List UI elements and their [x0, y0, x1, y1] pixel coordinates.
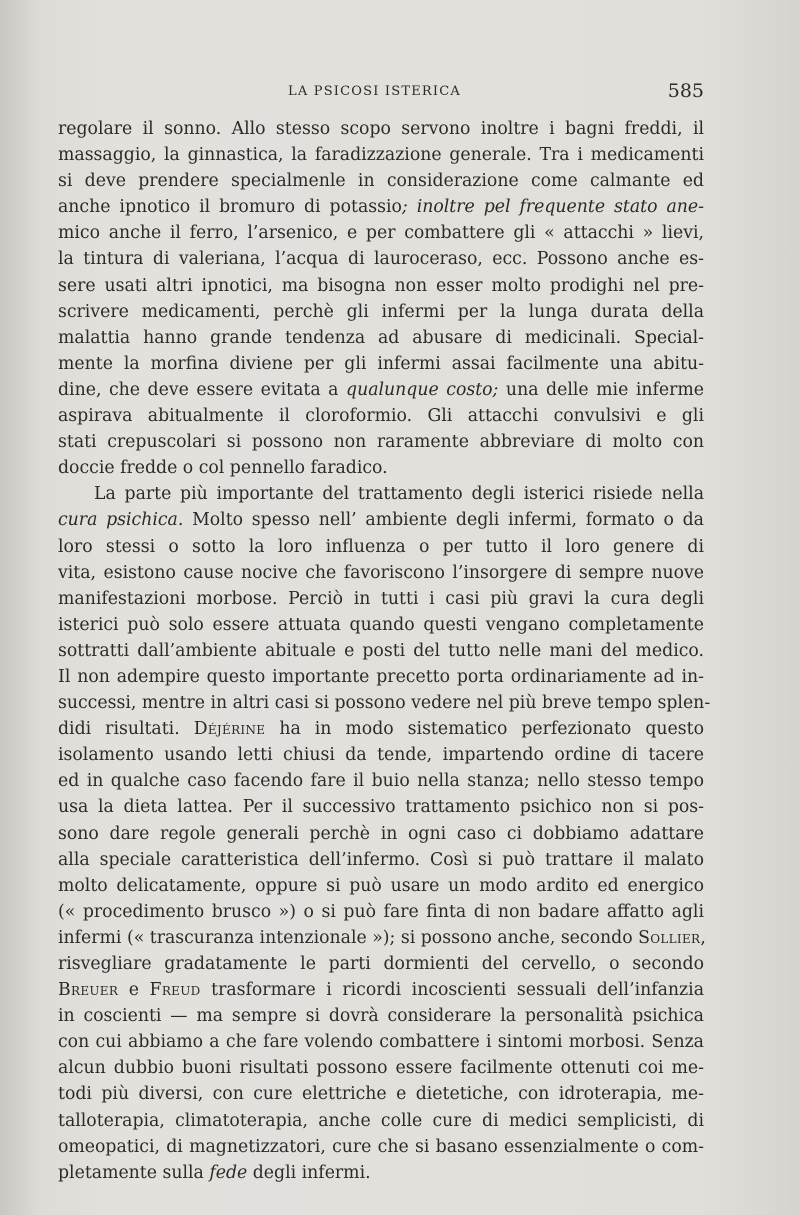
text-run: una delle mie inferme: [498, 379, 704, 400]
text-line: (« procedimento brusco ») o si può fare finta di non badare affatto agli: [58, 901, 704, 922]
text-run: ; inoltre pel frequente stato ane-: [401, 197, 704, 218]
text-line: stati crepuscolari si possono non raramente abbreviare di molto con: [58, 432, 704, 453]
text-run: pletamente sulla: [58, 1162, 210, 1183]
text-line: molto delicatamente, oppure si può usare un modo ardito ed energico: [58, 875, 704, 896]
text-line: alcun dubbio buoni risultati possono essere facilmente ottenuti coi me-: [58, 1058, 704, 1079]
text-run: dine, che deve essere evitata a: [58, 379, 347, 400]
text-line: successi, mentre in altri casi si possono vedere nel più breve tempo splen-: [58, 693, 711, 714]
text-line: sono dare regole generali perchè in ogni caso ci dobbiamo adattare: [58, 823, 704, 844]
text-line: doccie fredde o col pennello faradico.: [58, 458, 388, 479]
text-line: loro stessi o sotto la loro influenza o per tutto il loro genere di: [58, 536, 704, 557]
text-line: manifestazioni morbose. Perciò in tutti i casi più gravi la cura degli: [58, 588, 704, 609]
emphasis-text: fede: [209, 1162, 248, 1183]
text-run: e: [118, 980, 150, 1001]
emphasis-text: cura psichica.: [58, 510, 184, 531]
text-run: trasformare i ricordi incoscienti sessuali dell’infanzia: [200, 980, 704, 1001]
text-run: Molto spesso nell’ ambiente degli infermi, formato o da: [183, 510, 704, 531]
body-text: [58, 116, 711, 1186]
text-line: malattia hanno grande tendenza ad abusare di medicinali. Special-: [58, 327, 704, 348]
text-line: in coscienti — ma sempre si dovrà considerare la personalità psichica: [58, 1006, 704, 1027]
text-line: [58, 977, 704, 1003]
text-run: anche ipnotico il bromuro di potassio: [58, 197, 402, 218]
text-line: sere usati altri ipnotici, ma bisogna non esser molto prodighi nel pre-: [58, 275, 704, 296]
text-line: usa la dieta lattea. Per il successivo trattamento psichico non si pos-: [58, 797, 704, 818]
text-line: si deve prendere specialmenle in considerazione come calmante ed: [58, 171, 704, 192]
text-line: la tintura di valeriana, l’acqua di lauroceraso, ecc. Possono anche es-: [58, 249, 704, 270]
text-line: [58, 194, 704, 220]
text-line: sottratti dall’ambiente abituale e posti del tutto nelle mani del medico.: [58, 640, 704, 661]
text-run: didi risultati.: [58, 719, 194, 740]
text-line: todi più diversi, con cure elettriche e dietetiche, con idroterapia, me-: [58, 1084, 704, 1105]
text-line: regolare il sonno. Allo stesso scopo servono inoltre i bagni freddi, il: [58, 119, 704, 139]
text-line: ed in qualche caso facendo fare il buio nella stanza; nello stesso tempo: [58, 771, 704, 792]
text-line: vita, esistono cause nocive che favoriscono l’insorgere di sempre nuove: [58, 562, 704, 583]
text-line: mico anche il ferro, l’arsenico, e per combattere gli « attacchi » lievi,: [58, 223, 704, 244]
page-header: [58, 80, 704, 104]
text-line: Il non adempire questo importante precetto porta ordinariamente ad in-: [58, 666, 704, 687]
text-run: degli infermi.: [247, 1162, 371, 1183]
text-line: massaggio, la ginnastica, la faradizzazione generale. Tra i medicamenti: [58, 145, 704, 166]
text-run: ha in modo sistematico perfezionato questo: [265, 719, 704, 740]
text-line: isolamento usando letti chiusi da tende, impartendo ordine di tacere: [58, 745, 704, 766]
text-line: isterici può solo essere attuata quando questi vengano completamente: [58, 614, 704, 635]
text-line: [58, 716, 704, 742]
text-line: scrivere medicamenti, perchè gli infermi per la lunga durata della: [58, 301, 704, 322]
text-run: infermi (« trascuranza intenzionale »); si possono anche, secondo: [58, 927, 639, 948]
text-run: ,: [700, 927, 706, 948]
author-name: Déjérine: [193, 719, 266, 740]
running-title: LA PSICOSI ISTERICA: [288, 84, 461, 99]
text-line: omeopatici, di magnetizzatori, cure che si basano essenzialmente o com-: [58, 1136, 704, 1157]
text-line: con cui abbiamo a che fare volendo combattere i sintomi morbosi. Senza: [58, 1032, 704, 1053]
page-number: 585: [667, 80, 704, 102]
author-name: Sollier: [638, 927, 701, 948]
text-line: mente la morfina diviene per gli infermi assai facilmente una abitu-: [58, 353, 704, 374]
text-line: aspirava abitualmente il cloroformio. Gli attacchi convulsivi e gli: [58, 406, 704, 427]
emphasis-text: qualunque costo;: [346, 379, 499, 400]
text-line: alla speciale caratteristica dell’infermo. Così si può trattare il malato: [58, 849, 704, 870]
text-line: [58, 377, 704, 403]
text-line: [58, 1160, 704, 1186]
text-line: risvegliare gradatamente le parti dormienti del cervello, o secondo: [58, 954, 704, 974]
author-name: Breuer: [58, 980, 119, 1001]
text-line: [58, 925, 704, 951]
text-line: [58, 507, 704, 533]
author-name: Freud: [149, 980, 201, 1001]
text-line: talloterapia, climatoterapia, anche colle cure di medici semplicisti, di: [58, 1110, 704, 1131]
paragraph-first-line: La parte più importante del trattamento degli isterici risiede nella: [94, 484, 704, 505]
